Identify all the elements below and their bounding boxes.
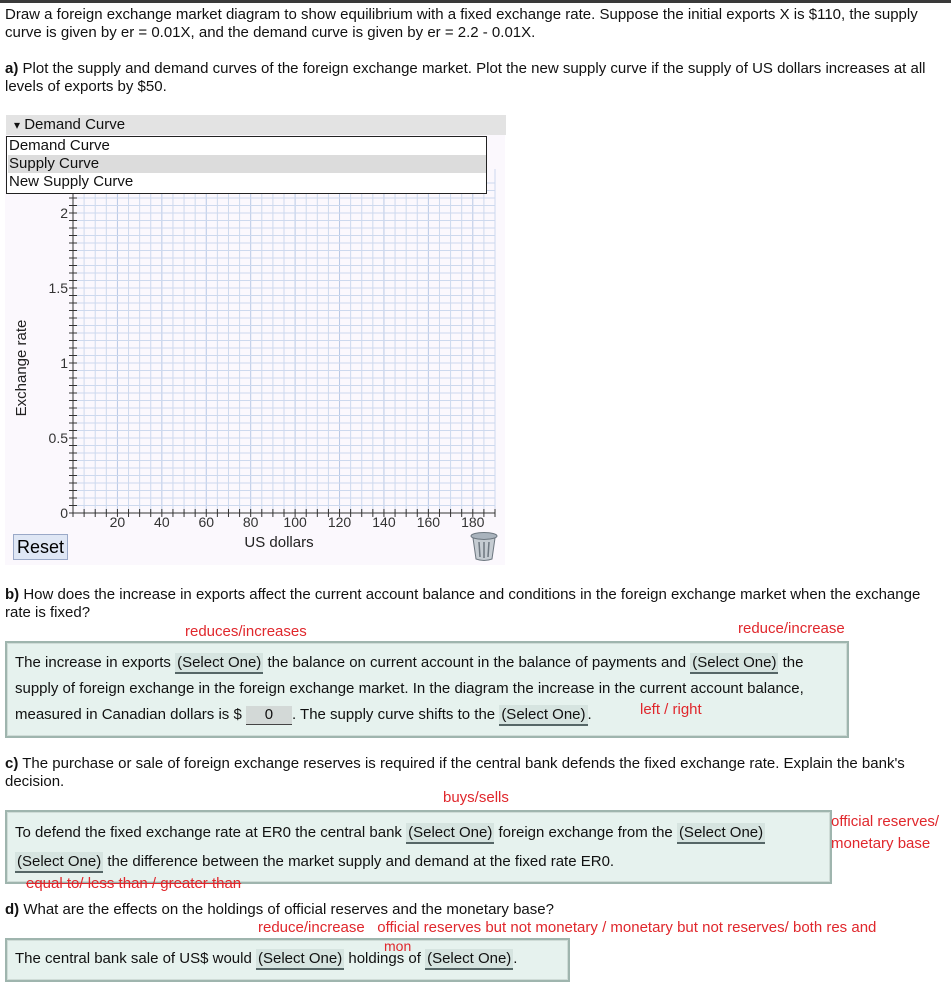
part-d-answer-panel [5,938,570,982]
part-c-question [5,755,940,791]
x-tick-label: 40 [154,514,170,530]
part-a-label: a) [5,60,19,77]
top-border [0,0,951,3]
part-c-answer-panel [5,810,832,884]
annotation-official-reserves: official reserves/ [831,813,940,830]
x-tick-label: 180 [461,514,485,530]
part-b-period: . [587,706,592,723]
x-tick-label: 60 [198,514,215,530]
part-b-answer-panel [5,641,849,738]
question-intro: Draw a foreign exchange market diagram to show equilibrium with a fixed exchange rate. Suppose the initial exports X is $110, the supply curve is given by er = 0.01X, and the demand curve is given by er = 2.2 - 0.01X. [5,6,918,41]
x-tick-label: 100 [283,514,307,530]
annotation-buys-sells: buys/sells [443,789,509,806]
x-tick-label: 140 [372,514,396,530]
part-b-text-4: . The supply curve shifts to the [291,706,496,723]
part-d-period: . [513,950,518,967]
part-c-select-3[interactable]: (Select One) [15,852,103,873]
current-account-input[interactable]: 0 [246,706,292,725]
annotation-reserves-options: reduce/increase official reserves but not monetary / monetary but not reserves/ both res and [258,919,877,936]
annotation-mon: mon [384,938,412,954]
part-b-text: How does the increase in exports affect the current account balance and conditions in the foreign exchange market when the exchange rate is fixed? [5,586,921,621]
part-d-select-2[interactable]: (Select One) [425,949,513,970]
annotation-reduce-increase: reduce/increase [738,620,845,637]
x-tick-label: 80 [242,514,259,530]
fx-market-chart[interactable] [0,135,510,565]
curve-dropdown[interactable] [6,115,506,135]
annotation-comparison: equal to/ less than / greater than [26,875,242,892]
part-d-question [5,901,940,919]
chevron-down-icon: ▾ [14,118,21,132]
curve-option-new-supply[interactable]: New Supply Curve [9,173,134,190]
curve-option-supply[interactable]: Supply Curve [8,155,486,173]
part-b-text-3: the supply of foreign exchange in the foreign exchange market. In the diagram the increase in the current account balance, measured in Canadian dollars is $ [15,654,804,723]
curve-dropdown-value: Demand Curve [24,116,126,133]
part-c-select-2[interactable]: (Select One) [677,823,765,844]
x-axis-label: US dollars [244,534,314,551]
y-axis-label: Exchange rate [13,319,30,417]
part-b-question [5,586,940,622]
y-tick-label: 1 [60,355,68,371]
reset-button[interactable]: Reset [13,534,68,560]
x-tick-label: 120 [327,514,352,530]
x-tick-label: 20 [109,514,126,530]
part-c-label: c) [5,755,19,772]
part-c-text: The purchase or sale of foreign exchange reserves is required if the central bank defends the fixed exchange rate. Explain the bank's decision. [5,755,905,790]
trash-icon[interactable] [469,530,499,562]
part-b-select-2[interactable]: (Select One) [690,653,778,674]
x-tick-label: 160 [416,514,441,530]
part-d-label: d) [5,901,20,918]
part-b-text-1: The increase in exports [15,654,171,671]
part-d-text: What are the effects on the holdings of official reserves and the monetary base? [23,901,554,918]
y-tick-label: 1.5 [48,280,68,296]
part-a-text: Plot the supply and demand curves of the foreign exchange market. Plot the new supply curve if the supply of US dollars increases at all levels of exports by $50. [5,60,926,95]
part-d-text-1: The central bank sale of US$ would [15,950,252,967]
part-b-select-3[interactable]: (Select One) [499,705,587,726]
part-a-question [5,60,940,96]
part-c-text-2: foreign exchange from the [498,824,673,841]
y-tick-label: 0 [60,505,68,521]
part-c-text-1: To defend the fixed exchange rate at ER0 the central bank [15,824,402,841]
part-d-text-2: holdings of [348,950,421,967]
part-d-select-1[interactable]: (Select One) [256,949,344,970]
part-c-select-1[interactable]: (Select One) [406,823,494,844]
annotation-monetary-base: monetary base [831,835,931,852]
y-tick-label: 2 [60,205,68,221]
part-c-text-3: the difference between the market supply and demand at the fixed rate ER0. [107,853,615,870]
annotation-left-right: left / right [640,701,702,718]
curve-dropdown-list [6,136,487,194]
part-b-label: b) [5,586,20,603]
annotation-reduces-increases: reduces/increases [185,623,307,640]
part-b-text-2: the balance on current account in the balance of payments and [267,654,687,671]
part-b-select-1[interactable]: (Select One) [175,653,263,674]
y-tick-label: 0.5 [48,430,68,446]
curve-option-demand[interactable]: Demand Curve [9,137,110,154]
